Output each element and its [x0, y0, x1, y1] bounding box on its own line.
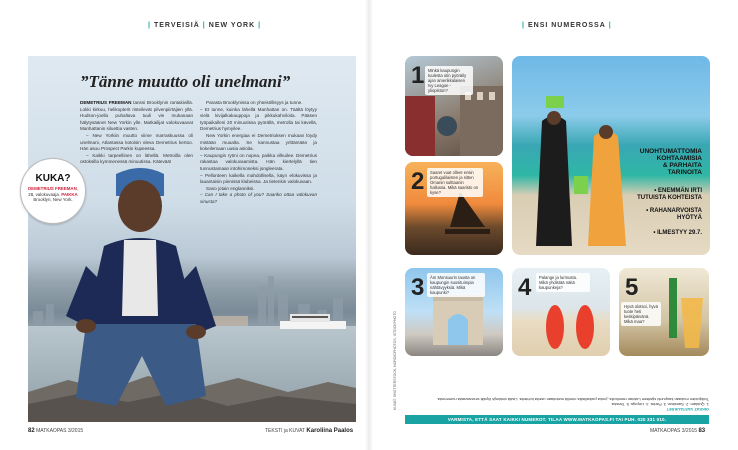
answers-title: OIKEAT VASTAUKSET — [666, 407, 709, 412]
paragraph: Parasta Brooklynissa on yhteisöllisyys ja tunne. — [206, 100, 303, 105]
quiz-tile-3 — [405, 268, 503, 356]
answers-body: Tutkijoiden mukaan kaupunki sijaitsee Latvian rannikolla, jonka paikallisilla nimillä mainitaan useita kohteita. Lisää vinkkejä löydät seuraavasta numerosta. — [436, 397, 709, 402]
lead-name: DEMETRIUS FREEMAN — [80, 100, 132, 105]
section-label: TERVEISIÄ — [153, 22, 200, 29]
article-column-2 — [200, 100, 317, 206]
page-gutter — [365, 0, 373, 450]
section-header: | TERVEISIÄ | NEW YORK | — [148, 22, 262, 29]
subscribe-banner: VARMISTA, ETTÄ SAAT KAIKKI NUMEROT. TILAA WWW.MATKAOPAS.FI TAI PUH. 020 331 010. — [405, 415, 709, 424]
photo-credits: KUVAT: SHUTTERSTOCK, NORDICPHOTOS, ISTOCKPHOTO — [393, 311, 397, 410]
paragraph — [80, 100, 193, 133]
tile-caption: Palange ja lurmusta. Mikä yhdistää näitä kaupunkeja? — [536, 273, 590, 292]
feature-date: • ILMESTYY 29.7. — [653, 230, 702, 236]
subsection-label: NEW YORK — [208, 22, 256, 29]
person-name: DEMETRIUS FREEMAN — [27, 186, 77, 191]
feature-line: & PARHAITA — [662, 162, 702, 169]
drink-bottles — [661, 278, 706, 354]
tile-caption: Hyvä olotsoi, hyvä tuote heti keskipäivänä. Mikä maa? — [621, 302, 661, 326]
kuka-title: KUKA? — [35, 173, 71, 184]
feature-headline — [640, 148, 702, 176]
tile-number: 4 — [518, 274, 532, 301]
next-issue-header: | ENSI NUMEROSSA | — [522, 22, 612, 29]
article-column-1 — [80, 100, 193, 166]
page-number: 83 — [698, 428, 706, 434]
ferry-boat — [278, 311, 348, 333]
tile-number: 3 — [411, 274, 425, 301]
bullet-text: RAHANARVOISTA — [649, 208, 702, 214]
feature-line: TARINOITA — [667, 169, 702, 176]
tile-caption: Minkä kaupungin tuulesta otin pyöräily ajan amerikkalaisen Ivy League -yliopiston? — [425, 66, 473, 95]
place-label: PAIKKA — [61, 191, 78, 197]
paragraph-text: tanssi Brooklynin rantakivillä. Lokki kirkuu, helikopterit risteilevät pilvenpiirtäjien yllä. Hudson-joella puhaltava tuuli vie mukanaan hälytysäänet New Yorkin ylle. Matkailijat valokuvaavat Manhattanin siluettia vasten. — [80, 100, 193, 132]
magazine-name: MATKAOPAS 3/2015 — [650, 428, 698, 434]
quiz-tile-2 — [405, 162, 503, 255]
flip-flops — [540, 302, 610, 352]
bullet-text: TUTUISTA KOHTEISTA — [637, 195, 702, 201]
credit-label: TEKSTI ja KUVAT — [265, 428, 306, 434]
quiz-answers — [405, 362, 709, 412]
credit-name: Karoliina Paalos — [306, 428, 354, 434]
kuka-details — [21, 184, 85, 203]
paragraph: – Pellonteen kaikella mahdollisella, käyn elokuvissa ja lauantaisin pienissä klubeissa. Ja tietenkin valokuvaan. — [200, 172, 317, 185]
feature-line: UNOHTUMATTOMIA — [639, 148, 702, 155]
page-footer-right — [650, 428, 705, 434]
paragraph: – Et tunne, kuinka lähellä Manhattan on. Täältä löytyy vielä kivijalkakauppoja ja pikkukahviloita. Pääsen työpaikalleni 20 minuutissa pyörällä, metrolla tai kävellä, Demetrius hymyilee. — [200, 106, 317, 132]
place-value: Brooklyn, New York. — [33, 197, 73, 202]
page-footer-left — [28, 428, 83, 434]
tile-caption: Äm Monsuurin tausta on kaupungin suosituimpia nähtävyyksiä. Mikä kaupunki? — [427, 273, 485, 297]
headline: ”Tänne muutto oli unelmani” — [80, 72, 291, 91]
feature-line: KOHTAAMISIA — [656, 155, 702, 162]
street-scene — [405, 86, 503, 156]
magazine-name: MATKAOPAS 3/2015 — [36, 428, 84, 434]
release-date: ILMESTYY 29.7. — [657, 230, 702, 236]
page-number: 82 — [28, 428, 35, 434]
paragraph: Sano jotain englanniksi. — [206, 185, 255, 191]
tile-number: 5 — [625, 274, 639, 301]
tile-caption: Saaret vuat olleet ensin portugalilaisten ja sitten Omanin sulttaanin hallussa. Mikä saaristo on kyse? — [427, 168, 483, 197]
paragraph: – Kaupungin rytmi on nopea, paikka vilkuilee. Demetrius rakastaa valokuvaamista. Hän kiertelyllä tien tunnustamaan intohimoneksi jongleerata. — [200, 152, 317, 171]
bullet-text: HYÖTYÄ — [676, 215, 702, 221]
tile-number: 1 — [411, 62, 425, 89]
person-desc: , 28, valokuvaaja. — [28, 186, 79, 197]
paragraph: – New Yorkiin muutto viime marraskuussa oli unelmani, Atlantassa kotoisin oleva Demetrius kertoo. Hän asuu Prospect Parkin kupeessa. — [80, 132, 193, 152]
paragraph: New Yorkin energiaa ei Demetriuksen mukaan löydy mistään muualta. Se kannustaa yrittämään ja kokeilemaan uusia asioita. — [200, 132, 317, 152]
paragraph: – Kaikki tarpeellinen on lähellä. Metroilla olen ostoksilla kymmenessä minuutissa. Kätevää! — [80, 152, 193, 165]
feature-bullet-2: • RAHANARVOISTA HYÖTYÄ — [646, 208, 702, 221]
feature-cover-image — [512, 56, 710, 255]
tile-number: 2 — [411, 168, 425, 195]
women-figures — [532, 96, 632, 255]
quiz-tile-1 — [405, 56, 503, 156]
kuka-info-bubble — [20, 158, 86, 224]
feature-bullet-1: • ENEMMÄN IRTI TUTUISTA KOHTEISTA — [637, 188, 702, 201]
quiz-tile-4 — [512, 268, 610, 356]
quiz-tile-5 — [619, 268, 709, 356]
section-label: ENSI NUMEROSSA — [527, 22, 606, 29]
photo-credit — [265, 428, 353, 434]
paragraph: – Can I take a photo of you? Saanko ottaa valokuvan sinusta? — [200, 192, 317, 204]
bullet-text: ENEMMÄN IRTI — [658, 188, 702, 194]
answers-list: 1. Quidam. 2. Sansibar. 3. Pariisi. 4. Liepaja. 5. Tanska. — [610, 402, 709, 407]
arc-de-triomphe — [433, 290, 483, 345]
